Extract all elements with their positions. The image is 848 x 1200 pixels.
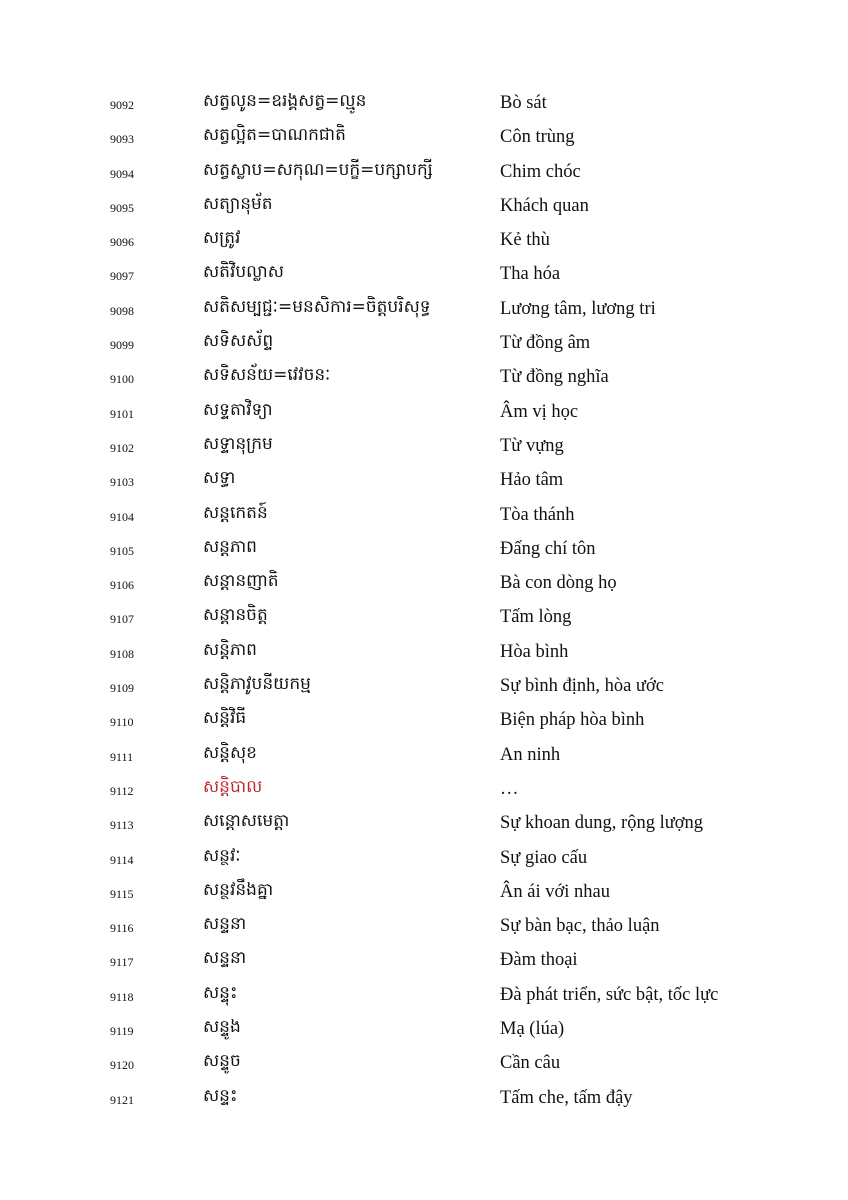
entry-number: 9093 <box>110 132 134 147</box>
vietnamese-translation: Biện pháp hòa bình <box>500 710 645 731</box>
entry-row <box>0 326 848 360</box>
entry-number: 9095 <box>110 200 134 215</box>
vietnamese-translation: Tha hóa <box>500 264 561 285</box>
khmer-term: សត្វស្លាប=សកុណ=បក្ខី=បក្សាបក្សី <box>203 159 433 180</box>
entry-number: 9121 <box>110 1092 134 1107</box>
khmer-term: សទ្ទានុក្រម <box>203 433 273 454</box>
khmer-term: សតិសម្បជ្ជៈ=មនសិការ=ចិត្តបរិសុទ្ធ <box>203 296 431 317</box>
vietnamese-translation: Đàm thoại <box>500 950 578 971</box>
entry-row <box>0 635 848 669</box>
vietnamese-translation: Sự bình định, hòa ước <box>500 676 664 697</box>
vietnamese-translation: Côn trùng <box>500 127 575 148</box>
entry-row <box>0 292 848 326</box>
entry-row <box>0 86 848 120</box>
entry-number: 9110 <box>110 715 134 730</box>
vietnamese-translation: Hòa bình <box>500 641 569 662</box>
khmer-term: សន្ថវនឹងគ្នា <box>203 879 274 900</box>
vietnamese-translation: Từ đồng nghĩa <box>500 367 609 388</box>
entry-number: 9092 <box>110 98 134 112</box>
vietnamese-translation: Cần câu <box>500 1053 561 1074</box>
khmer-term: សន្តានញាតិ <box>203 571 279 592</box>
khmer-term: សន្តិភាវូបនីយកម្ម <box>203 674 311 695</box>
entry-number: 9118 <box>110 989 134 1004</box>
vietnamese-translation: Bà con dòng họ <box>500 573 617 594</box>
vietnamese-translation: Chim chóc <box>500 161 581 182</box>
khmer-term: សន្តោសមេត្តា <box>203 811 290 832</box>
entry-number: 9114 <box>110 852 134 867</box>
khmer-term: សន្ថវៈ <box>203 845 241 866</box>
entry-number: 9100 <box>110 372 134 387</box>
khmer-term: សន្តភាព <box>203 536 257 557</box>
entry-row <box>0 120 848 154</box>
entry-row <box>0 943 848 977</box>
entry-row <box>0 978 848 1012</box>
vietnamese-translation: Ân ái với nhau <box>500 881 610 902</box>
entry-number: 9107 <box>110 612 134 627</box>
vietnamese-translation: An ninh <box>500 744 561 765</box>
entry-number: 9117 <box>110 955 134 970</box>
khmer-term: សត្រូវ <box>203 228 241 249</box>
entry-number: 9105 <box>110 543 134 558</box>
khmer-term: សត្យានុម័ត <box>203 193 273 214</box>
entry-number: 9116 <box>110 921 134 936</box>
entry-row <box>0 566 848 600</box>
khmer-term: សន្តកេតន៍ <box>203 502 268 523</box>
vietnamese-translation: Đà phát triển, sức bật, tốc lực <box>500 984 719 1005</box>
entry-number: 9097 <box>110 269 134 284</box>
entry-row <box>0 360 848 394</box>
entry-number: 9119 <box>110 1024 134 1039</box>
entry-row <box>0 463 848 497</box>
khmer-term: សន្តិវិធី <box>203 708 247 729</box>
vietnamese-translation: Tấm lòng <box>500 607 572 628</box>
entry-row <box>0 1012 848 1046</box>
vietnamese-translation: Tấm che, tấm đậy <box>500 1087 633 1108</box>
entry-row <box>0 498 848 532</box>
entry-number: 9099 <box>110 338 134 353</box>
entry-number: 9111 <box>110 749 134 764</box>
entry-number: 9098 <box>110 303 134 318</box>
vietnamese-translation: Mạ (lúa) <box>500 1019 565 1040</box>
vietnamese-translation: Từ đồng âm <box>500 333 591 354</box>
khmer-term: សន្តិបាល <box>203 776 263 797</box>
entry-row <box>0 155 848 189</box>
khmer-term: សន្ទូច <box>203 1051 241 1072</box>
vietnamese-translation: Tòa thánh <box>500 504 575 525</box>
entry-row <box>0 772 848 806</box>
khmer-term: សទ្ទតាវិទ្យា <box>203 399 273 420</box>
entry-number: 9106 <box>110 578 134 593</box>
vietnamese-translation: Khách quan <box>500 195 589 216</box>
entry-list <box>0 86 848 1115</box>
vietnamese-translation: Sự giao cấu <box>500 847 588 868</box>
vietnamese-translation: Lương tâm, lương tri <box>500 298 656 319</box>
entry-row <box>0 738 848 772</box>
vietnamese-translation: Hảo tâm <box>500 470 564 491</box>
khmer-term: សទិសស័ព្ទ <box>203 331 274 352</box>
entry-row <box>0 257 848 291</box>
khmer-term: សទិសន័យ=វេវចនៈ <box>203 365 331 386</box>
entry-row <box>0 875 848 909</box>
vietnamese-translation: Kẻ thù <box>500 230 550 251</box>
vietnamese-translation: Âm vị học <box>500 401 579 422</box>
entry-number: 9115 <box>110 886 134 901</box>
entry-row <box>0 600 848 634</box>
vietnamese-translation: … <box>500 778 519 799</box>
entry-row <box>0 806 848 840</box>
entry-number: 9108 <box>110 646 134 661</box>
entry-number: 9101 <box>110 406 134 421</box>
entry-row <box>0 395 848 429</box>
entry-number: 9120 <box>110 1058 134 1073</box>
entry-number: 9113 <box>110 818 134 833</box>
entry-row <box>0 841 848 875</box>
khmer-term: សន្ទះ <box>203 1085 238 1106</box>
khmer-term: សន្ទនា <box>203 914 247 935</box>
entry-row <box>0 703 848 737</box>
entry-number: 9109 <box>110 681 134 696</box>
khmer-term: សត្វល្អិត=បាណកជាតិ <box>203 125 346 146</box>
khmer-term: សន្តានចិត្ត <box>203 605 268 626</box>
entry-number: 9104 <box>110 509 134 524</box>
khmer-term: សន្តិសុខ <box>203 742 257 763</box>
khmer-term: សន្ទុះ <box>203 982 238 1003</box>
vietnamese-translation: Sự bàn bạc, thảo luận <box>500 916 660 937</box>
entry-number: 9102 <box>110 440 134 455</box>
vietnamese-translation: Đấng chí tôn <box>500 538 596 559</box>
entry-row <box>0 429 848 463</box>
khmer-term: សទ្ធា <box>203 468 236 489</box>
entry-row <box>0 909 848 943</box>
entry-row <box>0 189 848 223</box>
khmer-term: សន្ទូង <box>203 1017 241 1038</box>
entry-number: 9103 <box>110 475 134 490</box>
khmer-term: សតិវិបល្លាស <box>203 262 284 283</box>
entry-row <box>0 669 848 703</box>
entry-row <box>0 1046 848 1080</box>
khmer-term: សន្ទនា <box>203 948 247 969</box>
entry-row <box>0 1081 848 1115</box>
vietnamese-translation: Từ vựng <box>500 435 564 456</box>
entry-number: 9112 <box>110 783 134 798</box>
vietnamese-translation: Sự khoan dung, rộng lượng <box>500 813 704 834</box>
entry-row <box>0 223 848 257</box>
vietnamese-translation: Bò sát <box>500 93 547 113</box>
entry-row <box>0 532 848 566</box>
entry-number: 9096 <box>110 235 134 250</box>
khmer-term: សត្វលូន=ឧរង្គសត្វ=ល្មូន <box>203 91 367 111</box>
entry-number: 9094 <box>110 166 134 181</box>
khmer-term: សន្តិភាព <box>203 639 257 660</box>
